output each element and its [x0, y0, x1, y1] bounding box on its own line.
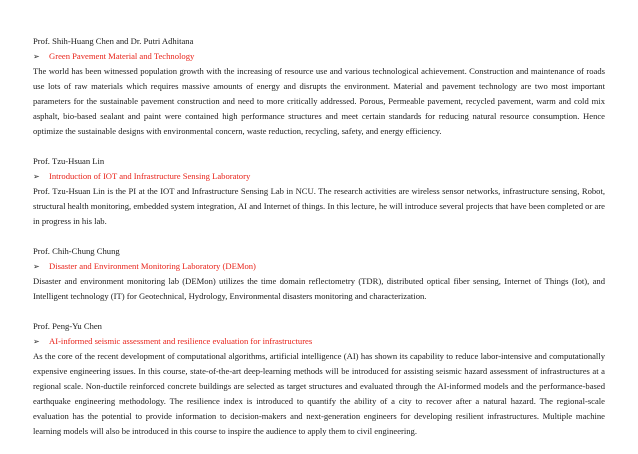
topic-title: Introduction of IOT and Infrastructure Sensing Laboratory [49, 171, 251, 181]
section-lin [33, 154, 605, 229]
arrow-bullet-icon: ➢ [33, 262, 40, 271]
section-peng-yu-chen [33, 319, 605, 439]
section-chung [33, 244, 605, 304]
topic-line [33, 259, 605, 274]
topic-line [33, 169, 605, 184]
speaker-name: Prof. Chih-Chung Chung [33, 246, 120, 256]
topic-line [33, 334, 605, 349]
topic-description: Prof. Tzu-Hsuan Lin is the PI at the IOT and Infrastructure Sensing Lab in NCU. The research activities are wireless sensor networks, infrastructure sensing, Robot, structural health monitoring, embedded system integration, AI and Internet of things. In this lecture, he will introduce several projects that have been completed or are in progress in his lab. [33, 186, 605, 226]
speaker-name: Prof. Tzu-Hsuan Lin [33, 156, 105, 166]
section-chen-adhitana [33, 34, 605, 139]
arrow-bullet-icon: ➢ [33, 172, 40, 181]
topic-description: Disaster and environment monitoring lab (DEMon) utilizes the time domain reflectometry (TDR), distributed optical fiber sensing, Internet of Things (Iot), and Intelligent technology (IT) for Geotechnical, Hydrology, Environmental disasters monitoring and characterization. [33, 276, 605, 301]
document-page [33, 34, 605, 454]
topic-title: Green Pavement Material and Technology [49, 51, 195, 61]
topic-description: The world has been witnessed population growth with the increasing of resource use and various technological achievement. Construction and maintenance of roads use lots of raw materials which requires massive amounts of energy and disrupts the environment. Material and pavement technology are two most important parameters for the sustainable pavement construction and need to more critically addressed. Porous, Permeable pavement, recycled pavement, warm and cold mix asphalt, bio-based sealant and paint were contained high performance structures and meet certain standards for reducing natural resource consumption. Hence optimize the sustainable designs with environmental concern, waste reduction, recycling, safety, and energy efficiency. [33, 66, 605, 136]
topic-line [33, 49, 605, 64]
arrow-bullet-icon: ➢ [33, 52, 40, 61]
arrow-bullet-icon: ➢ [33, 337, 40, 346]
topic-title: AI-informed seismic assessment and resilience evaluation for infrastructures [49, 336, 313, 346]
speaker-name: Prof. Shih-Huang Chen and Dr. Putri Adhitana [33, 36, 194, 46]
topic-description: As the core of the recent development of computational algorithms, artificial intelligence (AI) has shown its capability to reduce labor-intensive and computationally expensive engineering issues. In this course, state-of-the-art deep-learning methods will be introduced for assisting seismic hazard assessment of infrastructures at a regional scale. Non-ductile reinforced concrete buildings are selected as target structures and evaluated through the AI-informed models and the performance-based earthquake engineering methodology. The resilience index is introduced to quantify the ability of a city to recover after a natural hazard. The regional-scale evaluation has the potential to provide information to decision-makers and next-generation engineers for developing resilient infrastructures. Multiple machine learning models will also be introduced in this course to inspire the audience to apply them to civil engineering. [33, 351, 605, 436]
speaker-name: Prof. Peng-Yu Chen [33, 321, 102, 331]
topic-title: Disaster and Environment Monitoring Laboratory (DEMon) [49, 261, 256, 271]
